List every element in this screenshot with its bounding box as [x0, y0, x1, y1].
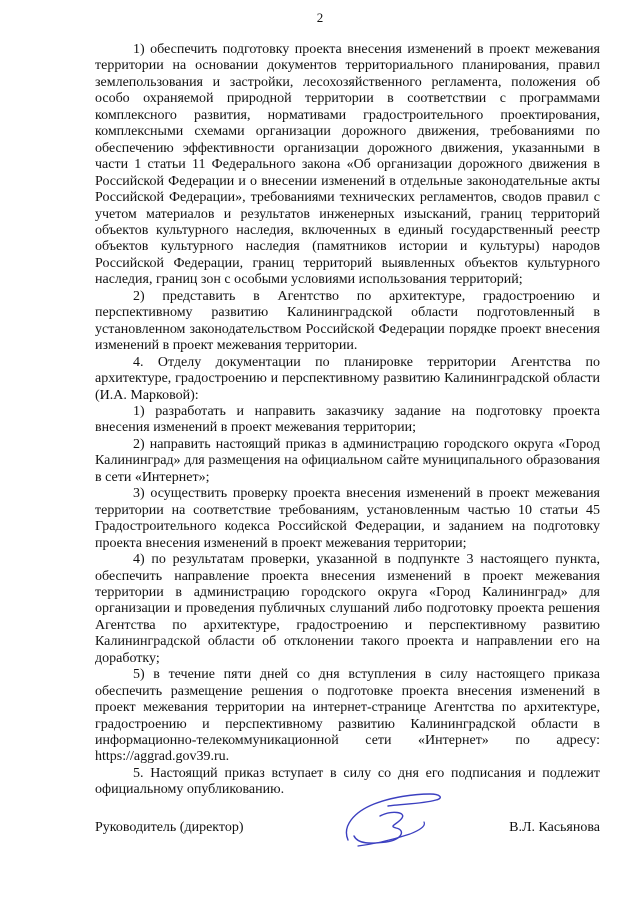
paragraph-section-4: 4. Отделу документации по планировке территории Агентства по архитектуре, градостроению и перспективному развитию Калининградской области (И.А. Марковой):	[95, 354, 600, 403]
signer-name: В.Л. Касьянова	[509, 820, 600, 835]
handwritten-signature-icon	[340, 782, 450, 862]
document-body	[95, 42, 600, 799]
paragraph-item-2-submit: 2) представить в Агентство по архитектуре, градостроению и перспективному развитию Калининградской области подготовленный в установленном законодательством Российской Федерации порядке проект внесения изменений в проект межевания территории.	[95, 288, 600, 354]
paragraph-section-4-item-1: 1) разработать и направить заказчику задание на подготовку проекта внесения изменений в проект межевания территории;	[95, 403, 600, 436]
paragraph-section-4-item-2: 2) направить настоящий приказ в администрацию городского округа «Город Калининград» для размещения на официальном сайте муниципального образования в сети «Интернет»;	[95, 436, 600, 485]
paragraph-section-5: 5. Настоящий приказ вступает в силу со дня его подписания и подлежит официальному опубликованию.	[95, 765, 600, 798]
paragraph-section-4-item-4: 4) по результатам проверки, указанной в подпункте 3 настоящего пункта, обеспечить направление проекта внесения изменений в проект межевания территории в администрацию городского округа «Город Калининград» для организации и проведения публичных слушаний либо подготовку проекта решения Агентства по архитектуре, градостроению и перспективному развитию Калининградской области об отклонении такого проекта и направлении его на доработку;	[95, 552, 600, 666]
paragraph-section-4-item-5: 5) в течение пяти дней со дня вступления в силу настоящего приказа обеспечить размещение решения о подготовке проекта внесения изменений в проект межевания территории на интернет-странице Агентства по архитектуре, градостроению и перспективному развитию Калининградской области в информационно-телекоммуникационной сети «Интернет» по адресу: https://aggrad.gov39.ru.	[95, 667, 600, 765]
signer-title: Руководитель (директор)	[95, 820, 244, 835]
page-number: 2	[316, 10, 324, 25]
paragraph-item-1-provide-preparation: 1) обеспечить подготовку проекта внесения изменений в проект межевания территории на основании документов территориального планирования, правил землепользования и застройки, лесохозяйственного регламента, положения об особо охраняемой природной территории в соответствии с программами комплексного развития, нормативами градостроительного проектирования, комплексными схемами организации дорожного движения, требованиями по обеспечению эффективности организации дорожного движения, указанными в части 1 статьи 11 Федерального закона «Об организации дорожного движения в Российской Федерации и о внесении изменений в отдельные законодательные акты Российской Федерации», требованиями технических регламентов, сводов правил с учетом материалов и результатов инженерных изысканий, границ территорий объектов культурного наследия, включенных в единый государственный реестр объектов культурного наследия (памятников истории и культуры) народов Российской Федерации, границ территорий выявленных объектов культурного наследия, границ зон с особыми условиями использования территорий;	[95, 42, 600, 288]
paragraph-section-4-item-3: 3) осуществить проверку проекта внесения изменений в проект межевания территории на соответствие требованиям, установленным частью 10 статьи 45 Градостроительного кодекса Российской Федерации, и заданием на подготовку проекта внесения изменений в проект межевания территории;	[95, 486, 600, 551]
